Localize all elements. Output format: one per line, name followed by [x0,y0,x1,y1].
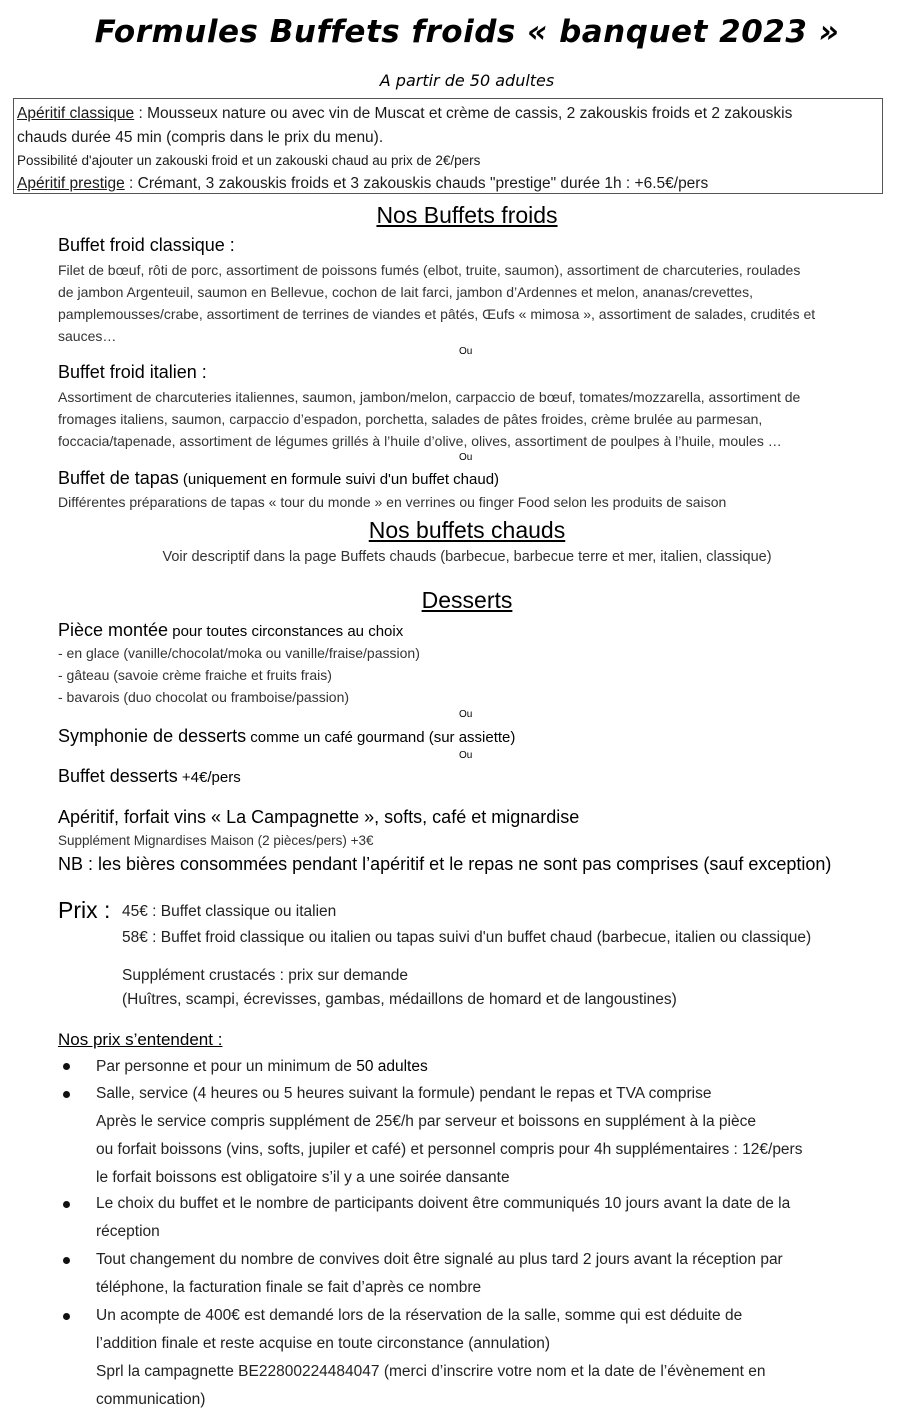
piece-montee-note: pour toutes circonstances au choix [168,623,404,640]
aperitif-prestige-label: Apéritif prestige [17,175,125,192]
aperitif-prestige [17,172,879,196]
buffet-italien-desc [58,386,876,452]
buffets-chauds-desc: Voir descriptif dans la page Buffets chauds (barbecue, barbecue terre et mer, italien, classique) [162,549,772,565]
condition-line: communication) [96,1391,206,1408]
condition-item [96,1080,886,1192]
bullet-dot [63,1257,70,1264]
piece-montee-title: Pièce montée [58,620,169,640]
condition-line: Tout changement du nombre de convives doit être signalé au plus tard 2 jours avant la réception par [96,1251,783,1268]
condition-item [96,1246,886,1302]
buffet-classique-line: pamplemousses/crabe, assortiment de terrines de viandes et pâtés, Œufs « mimosa », assortiment de salades, crudités et [58,306,816,322]
piece-item: - en glace (vanille/chocolat/moka ou vanille/fraise/passion) [58,645,420,661]
bullet-dot [63,1063,70,1070]
buffet-classique-desc [58,259,876,347]
condition-line: ou forfait boissons (vins, softs, jupiler et café) et personnel compris pour 4h supplémentaires : 12€/pers [96,1141,803,1158]
condition-line: Le choix du buffet et le nombre de participants doivent être communiqués 10 jours avant la date de la [96,1195,791,1212]
condition-line: l’addition finale et reste acquise en toute circonstance (annulation) [96,1335,551,1352]
aperitif-box [13,98,883,194]
symphonie-note: comme un café gourmand (sur assiette) [246,729,516,746]
ou-separator: Ou [459,452,473,463]
condition-line: Après le service compris supplément de 25€/h par serveur et boissons en supplément à la pièce [96,1113,756,1130]
forfait-supplement: Supplément Mignardises Maison (2 pièces/pers) +3€ [58,833,374,848]
condition-line: le forfait boissons est obligatoire s’il y a une soirée dansante [96,1169,510,1186]
buffet-classique-line: sauces… [58,328,117,344]
aperitif-classique-text2: chauds durée 45 min (compris dans le prix du menu). [17,129,384,146]
condition-line: réception [96,1223,160,1240]
buffet-desserts-title: Buffet desserts [58,766,178,786]
condition-b1-bold: 50 adultes [356,1058,428,1075]
bullet-dot [63,1313,70,1320]
conditions-heading: Nos prix s’entendent : [58,1030,223,1049]
prix-line: 45€ : Buffet classique ou italien [122,903,337,920]
section-buffets-froids: Nos Buffets froids [376,202,558,228]
forfait-nb: NB : les bières consommées pendant l’apéritif et le repas ne sont pas comprises (sauf exception) [58,854,832,874]
bullet-dot [63,1201,70,1208]
symphonie-title: Symphonie de desserts [58,726,247,746]
condition-b1-text: Par personne et pour un minimum de [96,1058,357,1075]
prix-label: Prix : [58,897,111,923]
buffet-tapas-title: Buffet de tapas [58,468,179,488]
page-title: Formules Buffets froids « banquet 2023 » [94,14,840,50]
condition-item [96,1190,886,1246]
piece-item: - gâteau (savoie crème fraiche et fruits frais) [58,667,332,683]
condition-line: Sprl la campagnette BE22800224484047 (merci d’inscrire votre nom et la date de l’évènement en [96,1363,766,1380]
aperitif-classique-text: : Mousseux nature ou avec vin de Muscat et crème de cassis, 2 zakouskis froids et 2 zakouskis [134,105,793,122]
buffet-italien-title: Buffet froid italien : [58,362,207,382]
buffet-classique-title: Buffet froid classique : [58,235,235,255]
prix-line: (Huîtres, scampi, écrevisses, gambas, médaillons de homard et de langoustines) [122,991,677,1008]
bullet-dot [63,1091,70,1098]
page-subtitle: A partir de 50 adultes [379,71,555,90]
buffet-tapas-desc: Différentes préparations de tapas « tour du monde » en verrines ou finger Food selon les produits de saison [58,494,727,510]
buffet-desserts-note: +4€/pers [177,769,241,786]
condition-item [96,1302,886,1414]
buffet-desserts [58,766,241,787]
buffet-italien-line: foccacia/tapenade, assortiment de légumes grillés à l’huile d’olive, olives, assortiment de poulpes à l’huile, moules … [58,433,782,449]
section-desserts: Desserts [421,587,513,613]
condition-line: Un acompte de 400€ est demandé lors de la réservation de la salle, somme qui est déduite de [96,1307,743,1324]
condition-text [96,1053,886,1081]
symphonie-desserts [58,726,515,747]
section-buffets-chauds: Nos buffets chauds [368,517,566,543]
aperitif-option: Possibilité d'ajouter un zakouski froid et un zakouski chaud au prix de 2€/pers [17,153,481,168]
buffet-italien-line: Assortiment de charcuteries italiennes, saumon, jambon/melon, carpaccio de bœuf, tomates/mozzarella, assortiment de [58,389,801,405]
condition-line: téléphone, la facturation finale se fait d’après ce nombre [96,1279,482,1296]
piece-montee [58,620,403,641]
ou-separator: Ou [459,750,473,761]
aperitif-classique [17,102,879,126]
buffet-classique-line: de jambon Argenteuil, saumon en Bellevue, cochon de lait farci, jambon d’Ardennes et melon, ananas/crevettes, [58,284,753,300]
condition-item [96,1053,886,1081]
condition-line: Salle, service (4 heures ou 5 heures suivant la formule) pendant le repas et TVA comprise [96,1085,712,1102]
buffet-classique-line: Filet de bœuf, rôti de porc, assortiment de poissons fumés (elbot, truite, saumon), assortiment de charcuteries, roulades [58,262,801,278]
ou-separator: Ou [459,709,473,720]
ou-separator: Ou [459,346,473,357]
prix-line: Supplément crustacés : prix sur demande [122,967,409,984]
forfait-title: Apéritif, forfait vins « La Campagnette », softs, café et mignardise [58,807,580,827]
buffet-italien-line: fromages italiens, saumon, carpaccio d’espadon, porchetta, salades de pâtes froides, crème brulée au parmesan, [58,411,763,427]
aperitif-prestige-text: : Crémant, 3 zakouskis froids et 3 zakouskis chauds "prestige" durée 1h : +6.5€/pers [124,175,709,192]
buffet-tapas-note: (uniquement en formule suivi d'un buffet chaud) [178,471,500,488]
aperitif-classique-label: Apéritif classique [17,105,135,122]
piece-item: - bavarois (duo chocolat ou framboise/passion) [58,689,350,705]
buffet-tapas [58,468,499,489]
prix-line: 58€ : Buffet froid classique ou italien ou tapas suivi d'un buffet chaud (barbecue, italien ou classique) [122,929,812,946]
